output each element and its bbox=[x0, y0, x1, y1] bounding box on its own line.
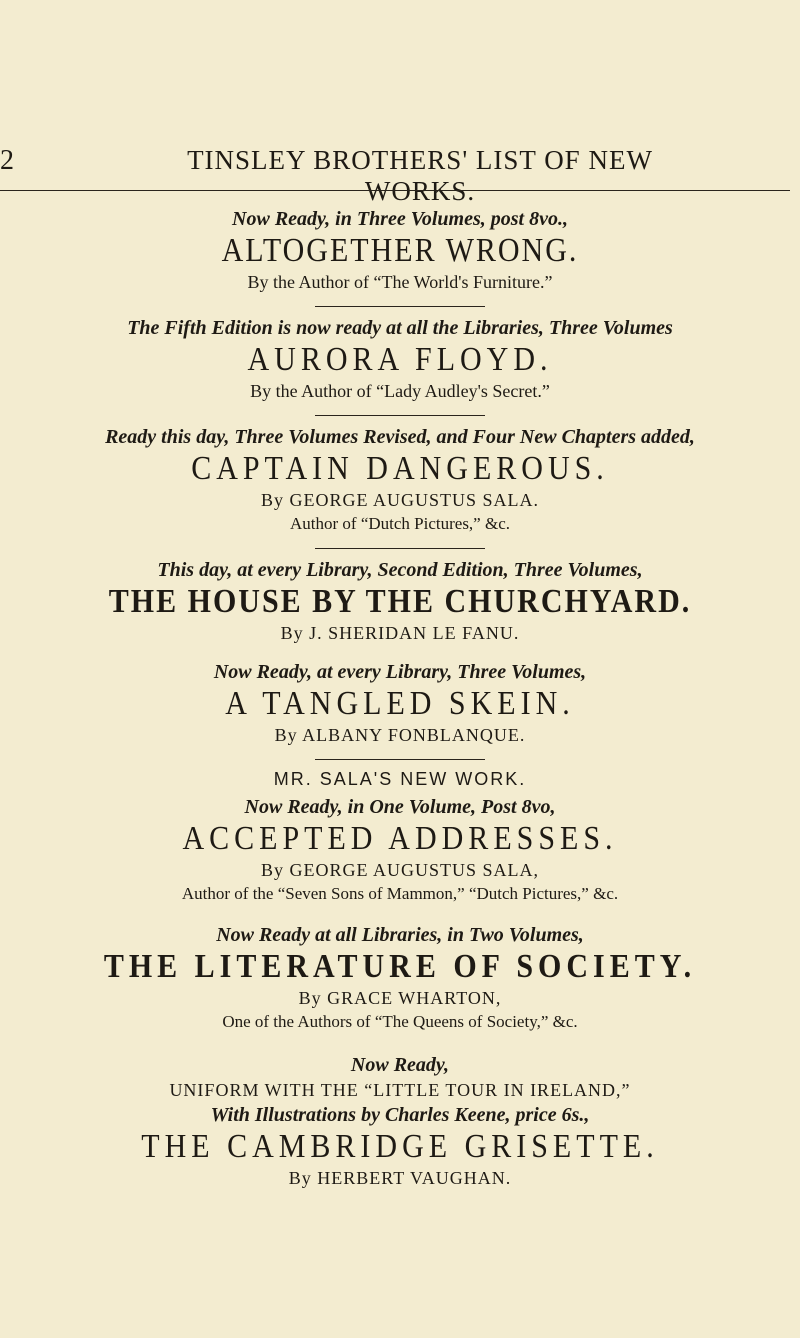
entry-subline: One of the Authors of “The Queens of Society,” &c. bbox=[222, 1012, 578, 1031]
entry-title: THE HOUSE BY THE CHURCHYARD. bbox=[108, 582, 692, 620]
entry-byline: By HERBERT VAUGHAN. bbox=[288, 1168, 512, 1188]
advert-list bbox=[40, 198, 760, 1190]
entry-intro: Now Ready at all Libraries, in Two Volumes, bbox=[216, 924, 584, 946]
entry-byline: By the Author of “Lady Audley's Secret.” bbox=[250, 381, 550, 401]
advert-entry bbox=[40, 424, 760, 536]
entry-byline: By the Author of “The World's Furniture.” bbox=[247, 272, 553, 292]
page-header bbox=[0, 145, 800, 206]
advert-entry bbox=[40, 1052, 760, 1190]
page-number: 2 bbox=[0, 145, 14, 176]
entry-title: CAPTAIN DANGEROUS. bbox=[191, 449, 609, 487]
entry-byline: By GRACE WHARTON, bbox=[298, 988, 502, 1008]
advert-entry bbox=[40, 922, 760, 1034]
entry-title: THE LITERATURE OF SOCIETY. bbox=[103, 947, 697, 985]
entry-intro: Now Ready, bbox=[350, 1054, 450, 1076]
entry-intro: Ready this day, Three Volumes Revised, and Four New Chapters added, bbox=[105, 426, 695, 448]
entry-intro: Now Ready, in Three Volumes, post 8vo., bbox=[232, 208, 568, 230]
advert-entry bbox=[40, 557, 760, 645]
entry-byline: By GEORGE AUGUSTUS SALA. bbox=[260, 490, 540, 510]
entry-title: ACCEPTED ADDRESSES. bbox=[182, 819, 618, 857]
entry-byline: By GEORGE AUGUSTUS SALA, bbox=[260, 860, 540, 880]
entry-intro: Now Ready, in One Volume, Post 8vo, bbox=[244, 796, 556, 818]
divider-rule bbox=[315, 415, 485, 416]
entry-title: THE CAMBRIDGE GRISETTE. bbox=[141, 1127, 659, 1165]
running-head: TINSLEY BROTHERS' LIST OF NEW WORKS. bbox=[187, 145, 653, 206]
advert-entry bbox=[40, 315, 760, 403]
entry-title: ALTOGETHER WRONG. bbox=[221, 231, 579, 269]
entry-byline: By J. SHERIDAN LE FANU. bbox=[280, 623, 520, 643]
entry-subline: Author of “Dutch Pictures,” &c. bbox=[290, 514, 510, 533]
entry-subline: Author of the “Seven Sons of Mammon,” “Dutch Pictures,” &c. bbox=[181, 884, 619, 903]
entry-title: AURORA FLOYD. bbox=[247, 340, 553, 378]
advert-entry bbox=[40, 659, 760, 747]
entry-intro: Now Ready, at every Library, Three Volumes, bbox=[213, 661, 587, 683]
advert-entry bbox=[40, 766, 760, 906]
divider-rule bbox=[315, 306, 485, 307]
advert-entry bbox=[40, 206, 760, 294]
divider-rule bbox=[315, 548, 485, 549]
entry-illustrations: With Illustrations by Charles Keene, price 6s., bbox=[210, 1104, 590, 1126]
entry-intro: The Fifth Edition is now ready at all the Libraries, Three Volumes bbox=[127, 317, 673, 339]
entry-byline: By ALBANY FONBLANQUE. bbox=[274, 725, 526, 745]
entry-heading: MR. SALA'S NEW WORK. bbox=[273, 769, 527, 789]
divider-rule bbox=[315, 759, 485, 760]
entry-intro: This day, at every Library, Second Edition, Three Volumes, bbox=[157, 559, 643, 581]
entry-title: A TANGLED SKEIN. bbox=[225, 684, 575, 722]
header-rule bbox=[0, 190, 790, 191]
entry-caps-line: UNIFORM WITH THE “LITTLE TOUR IN IRELAND,” bbox=[169, 1080, 631, 1100]
